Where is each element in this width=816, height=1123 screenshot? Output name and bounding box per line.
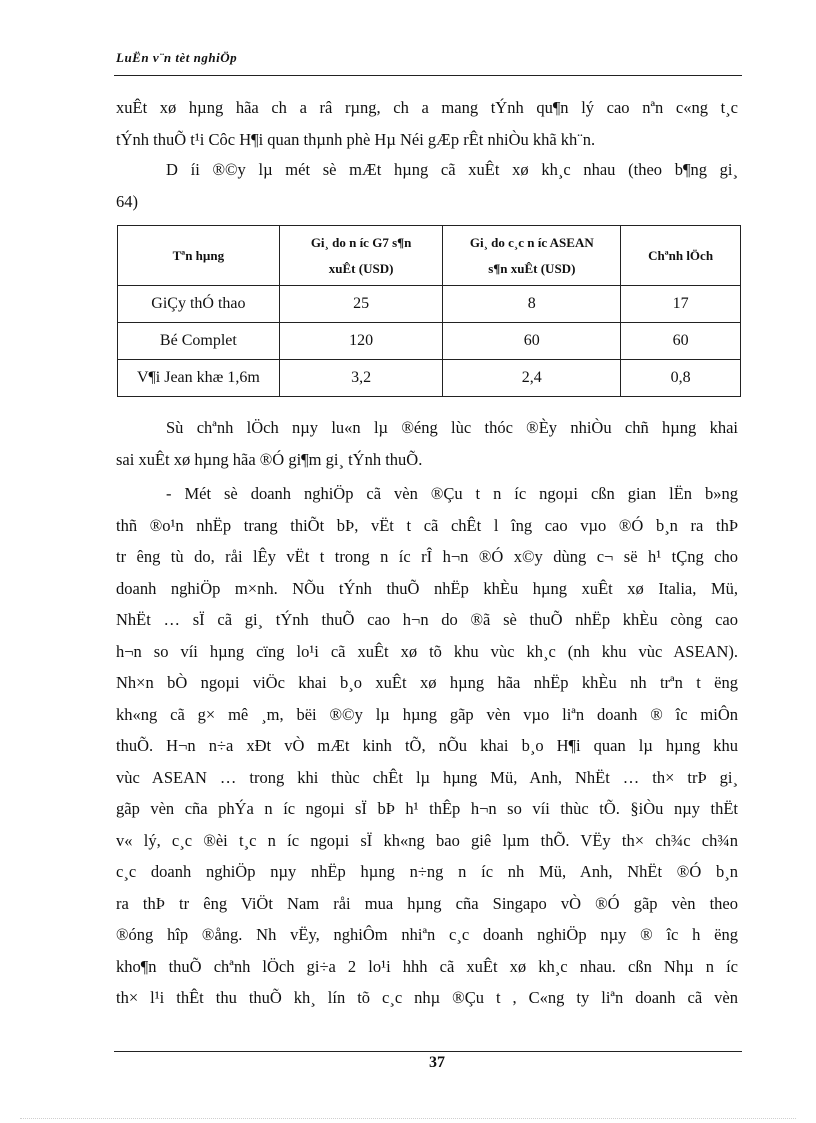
header-product-name: Tªn hµng (118, 226, 280, 286)
paragraph-4-line: kho¶n thuÕ chªnh lÖch gi÷a 2 lo¹i hhh cã xuÊt xø kh¸c nhau. cßn Nhµ n íc (116, 956, 738, 976)
page-edge-dotted-line (20, 1118, 796, 1119)
header-g7-price: Gi¸ do n íc G7 s¶n xuÊt (USD) (279, 226, 443, 286)
table-cell-difference: 60 (621, 323, 741, 360)
header-divider (114, 75, 742, 76)
paragraph-4-line: th× l¹i thÊt thu thuÕ kh¸ lín tõ c¸c nhµ ®Çu t , C«ng ty liªn doanh cã vèn (116, 988, 738, 1007)
paragraph-4-line: c¸c doanh nghiÖp nµy nhËp hµng n÷ng n íc nh Mü, Anh, NhËt ®Ó b¸n (116, 862, 738, 881)
paragraph-3-line: Sù chªnh lÖch nµy lu«n lµ ®éng lùc thóc ®Èy nhiÒu chñ hµng khai (166, 418, 738, 437)
header-asean-price: Gi¸ do c¸c n íc ASEAN s¶n xuÊt (USD) (443, 226, 621, 286)
table-cell-product: Bé Complet (118, 323, 280, 360)
table-row (118, 323, 741, 360)
paragraph-3 (116, 412, 738, 475)
paragraph-4-line: NhËt … sÏ cã gi¸ tÝnh thuÕ cao h¬n do ®ã sè thuÕ nhËp khÈu còng cao (116, 610, 738, 629)
table-cell-g7-price: 25 (279, 286, 443, 323)
table-cell-asean-price: 60 (443, 323, 621, 360)
table-cell-g7-price: 3,2 (279, 360, 443, 397)
table-header-row (118, 226, 741, 286)
table-cell-product: V¶i Jean khæ 1,6m (118, 360, 280, 397)
table-row (118, 286, 741, 323)
paragraph-4-line: vùc ASEAN … trong khi thùc chÊt lµ hµng Mü, Anh, NhËt … th× trÞ gi¸ (116, 767, 738, 787)
paragraph-2-line: D íi ®©y lµ mét sè mÆt hµng cã xuÊt xø kh¸c nhau (theo b¶ng gi¸ (166, 160, 738, 179)
paragraph-4-line: thñ ®o¹n nhËp trang thiÕt bÞ, vËt t cã chÊt l îng cao vµo ®Ó b¸n ra thÞ (116, 515, 738, 535)
table-cell-product: GiÇy thÓ thao (118, 286, 280, 323)
header-difference: Chªnh lÖch (621, 226, 741, 286)
paragraph-4-line: ®óng hîp ®ång. Nh vËy, nghiÔm nhiªn c¸c doanh nghiÖp nµy ® îc h ëng (116, 925, 738, 944)
paragraph-1 (116, 92, 738, 155)
paragraph-2-line: 64) (116, 191, 138, 211)
paragraph-1-line: xuÊt xø hµng hãa ch a râ rµng, ch a mang tÝnh qu¶n lý cao nªn c«ng t¸c (116, 98, 738, 117)
paragraph-2 (116, 154, 738, 217)
footer-divider (114, 1051, 742, 1052)
document-header-title: LuËn v¨n tèt nghiÖp (116, 50, 238, 65)
table-cell-asean-price: 8 (443, 286, 621, 323)
price-comparison-table (117, 225, 741, 397)
paragraph-4-line: gãp vèn cña phÝa n íc ngoµi sÏ bÞ h¹ thÊp h¬n so víi thùc tÕ. §iÒu nµy thËt (116, 799, 738, 818)
table-cell-difference: 0,8 (621, 360, 741, 397)
table-cell-asean-price: 2,4 (443, 360, 621, 397)
paragraph-4 (116, 478, 738, 1014)
paragraph-4-line: - Mét sè doanh nghiÖp cã vèn ®Çu t n íc ngoµi cßn gian lËn b»ng (166, 484, 738, 503)
paragraph-1-line: tÝnh thuÕ t¹i Côc H¶i quan thµnh phè Hµ Néi gÆp rÊt nhiÒu khã kh¨n. (116, 129, 596, 149)
paragraph-4-line: kh«ng cã g× mê ¸m, bëi ®©y lµ hµng gãp vèn vµo liªn doanh ® îc miÔn (116, 704, 738, 724)
table-row (118, 360, 741, 397)
paragraph-4-line: h¬n so víi hµng cïng lo¹i cã xuÊt xø tõ khu vùc kh¸c (nh khu vùc ASEAN). (116, 641, 738, 661)
paragraph-4-line: v« lý, c¸c ®èi t¸c n íc ngoµi sÏ kh«ng bao giê lµm thÕ. VËy th× ch¾c ch¾n (116, 830, 738, 850)
paragraph-3-line: sai xuÊt xø hµng hãa ®Ó gi¶m gi¸ tÝnh thuÕ. (116, 449, 423, 469)
paragraph-4-line: thuÕ. H¬n n÷a xÐt vÒ mÆt kinh tÕ, nÕu khai b¸o H¶i quan lµ hµng khu (116, 736, 738, 755)
paragraph-4-line: doanh nghiÖp m×nh. NÕu tÝnh thuÕ nhËp khÈu hµng xuÊt xø Italia, Mü, (116, 578, 738, 598)
paragraph-4-line: tr êng tù do, råi lÊy vËt t trong n íc rÎ h¬n ®Ó x©y dùng c¬ së h¹ tÇng cho (116, 547, 738, 566)
paragraph-4-line: Nh×n bÒ ngoµi viÖc khai b¸o xuÊt xø hµng hãa nhËp khÈu nh trªn t ëng (116, 673, 738, 692)
table-cell-difference: 17 (621, 286, 741, 323)
table-cell-g7-price: 120 (279, 323, 443, 360)
page-number: 37 (429, 1054, 445, 1071)
paragraph-4-line: ra thÞ tr êng ViÖt Nam råi mua hµng cña Singapo vÒ ®Ó gãp vèn theo (116, 893, 738, 913)
